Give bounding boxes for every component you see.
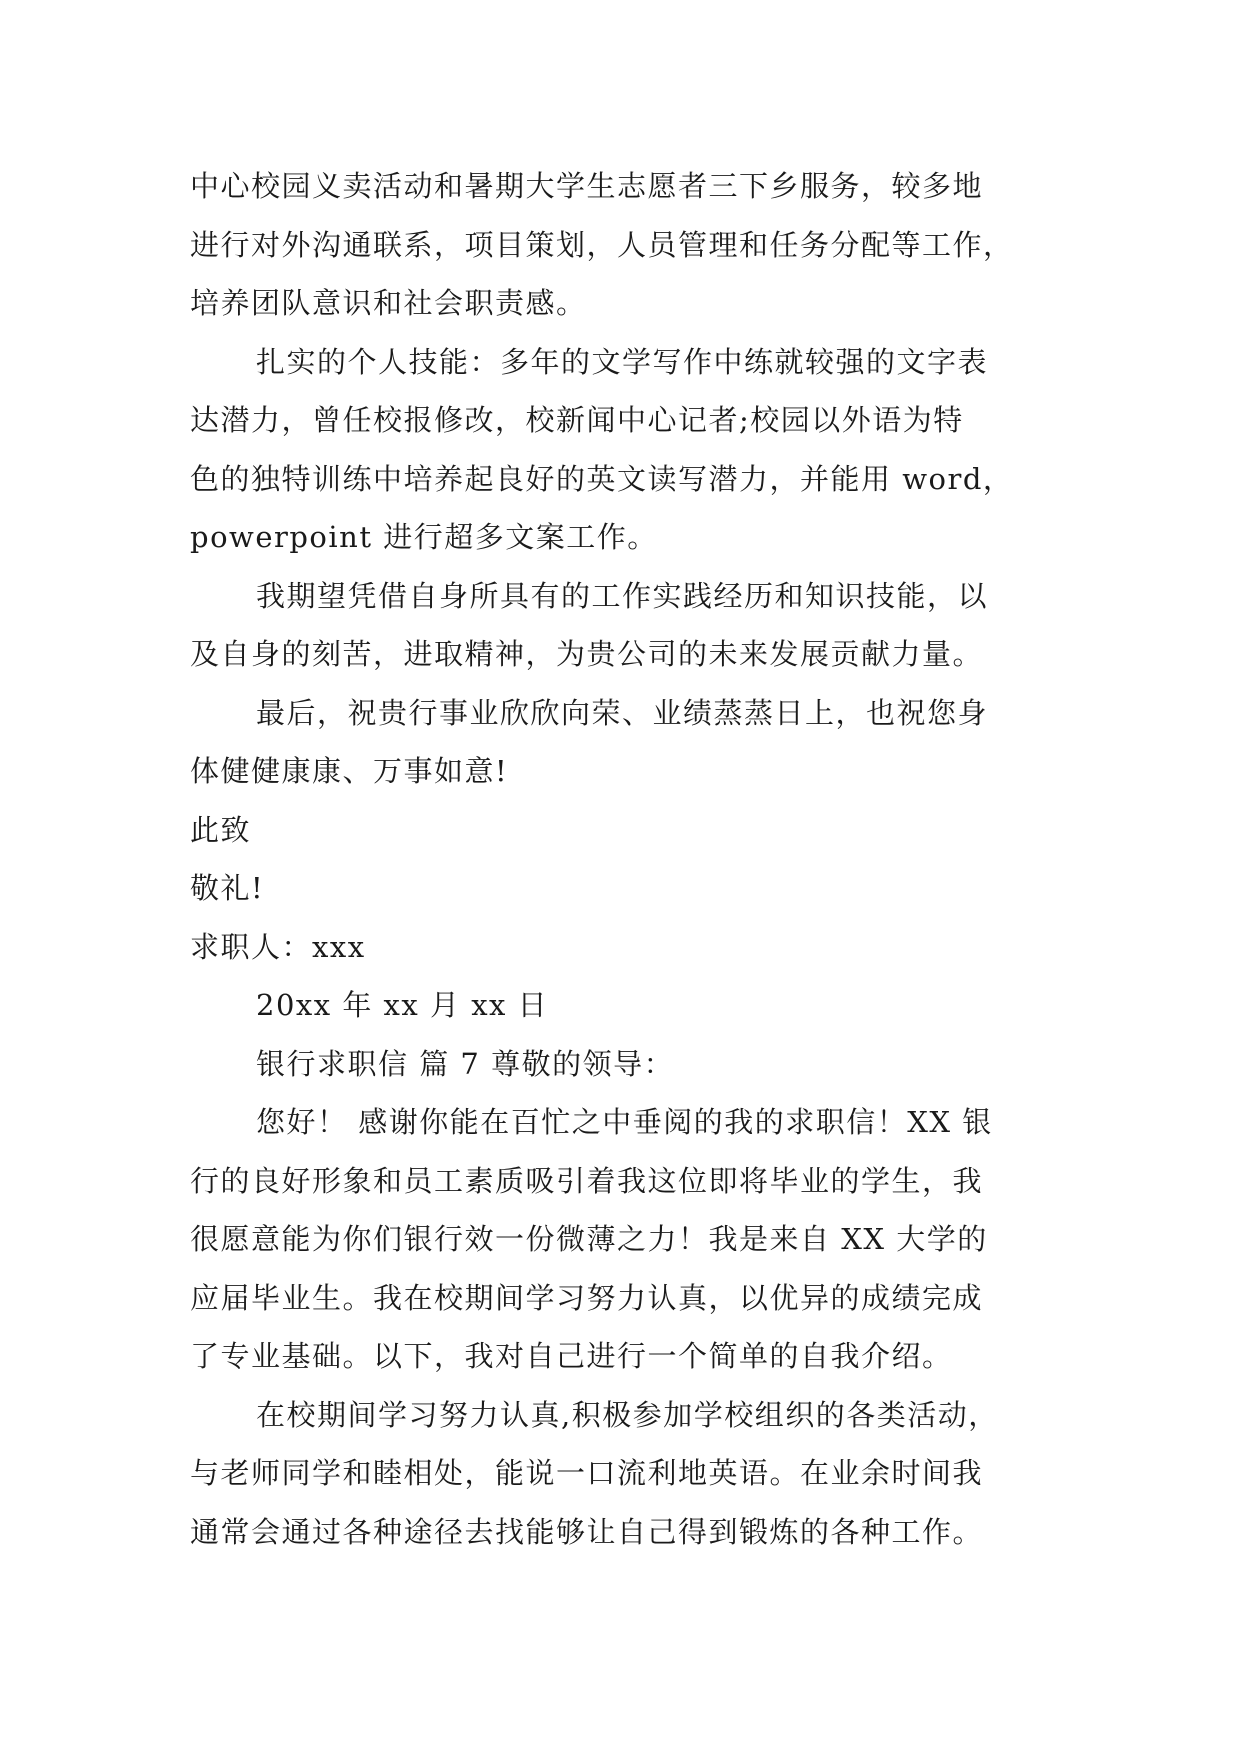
text-line: 最后，祝贵行事业欣欣向荣、业绩蒸蒸日上，也祝您身	[256, 695, 989, 730]
text-line: 扎实的个人技能：多年的文学写作中练就较强的文字表	[256, 344, 989, 379]
text-line: 通常会通过各种途径去找能够让自己得到锻炼的各种工作。	[190, 1514, 984, 1549]
text-line: 行的良好形象和员工素质吸引着我这位即将毕业的学生，我	[190, 1163, 984, 1198]
salutation-line: 敬礼!	[190, 871, 265, 905]
text-line: 及自身的刻苦，进取精神，为贵公司的未来发展贡献力量。	[190, 637, 984, 671]
text-line: 达潜力，曾任校报修改，校新闻中心记者;校园以外语为特	[190, 403, 964, 437]
text-line: 了专业基础。以下，我对自己进行一个简单的自我介绍。	[190, 1339, 953, 1373]
applicant-line: 求职人：xxx	[190, 929, 366, 964]
text-line: 与老师同学和睦相处，能说一口流利地英语。在业余时间我	[190, 1456, 984, 1490]
text-line: 我期望凭借自身所具有的工作实践经历和知识技能，以	[256, 578, 989, 613]
text-line: 您好！ 感谢你能在百忙之中垂阅的我的求职信！XX 银	[256, 1105, 993, 1139]
text-line: 应届毕业生。我在校期间学习努力认真，以优异的成绩完成	[190, 1280, 984, 1315]
salutation-line: 此致	[190, 812, 252, 847]
date-line: 20xx 年 xx 月 xx 日	[256, 988, 549, 1022]
text-line: powerpoint 进行超多文案工作。	[190, 520, 658, 554]
text-line: 色的独特训练中培养起良好的英文读写潜力，并能用 word，	[190, 461, 1014, 496]
document-body	[190, 157, 1070, 1561]
section-heading: 银行求职信 篇 7 尊敬的领导：	[256, 1046, 675, 1081]
text-line: 培养团队意识和社会职责感。	[190, 286, 587, 320]
text-line: 进行对外沟通联系，项目策划，人员管理和任务分配等工作，	[190, 227, 1014, 262]
text-line: 在校期间学习努力认真,积极参加学校组织的各类活动，	[256, 1397, 999, 1432]
text-line: 中心校园义卖活动和暑期大学生志愿者三下乡服务，较多地	[190, 169, 984, 203]
text-line: 很愿意能为你们银行效一份微薄之力！我是来自 XX 大学的	[190, 1222, 988, 1256]
text-line: 体健健康康、万事如意!	[190, 754, 509, 788]
